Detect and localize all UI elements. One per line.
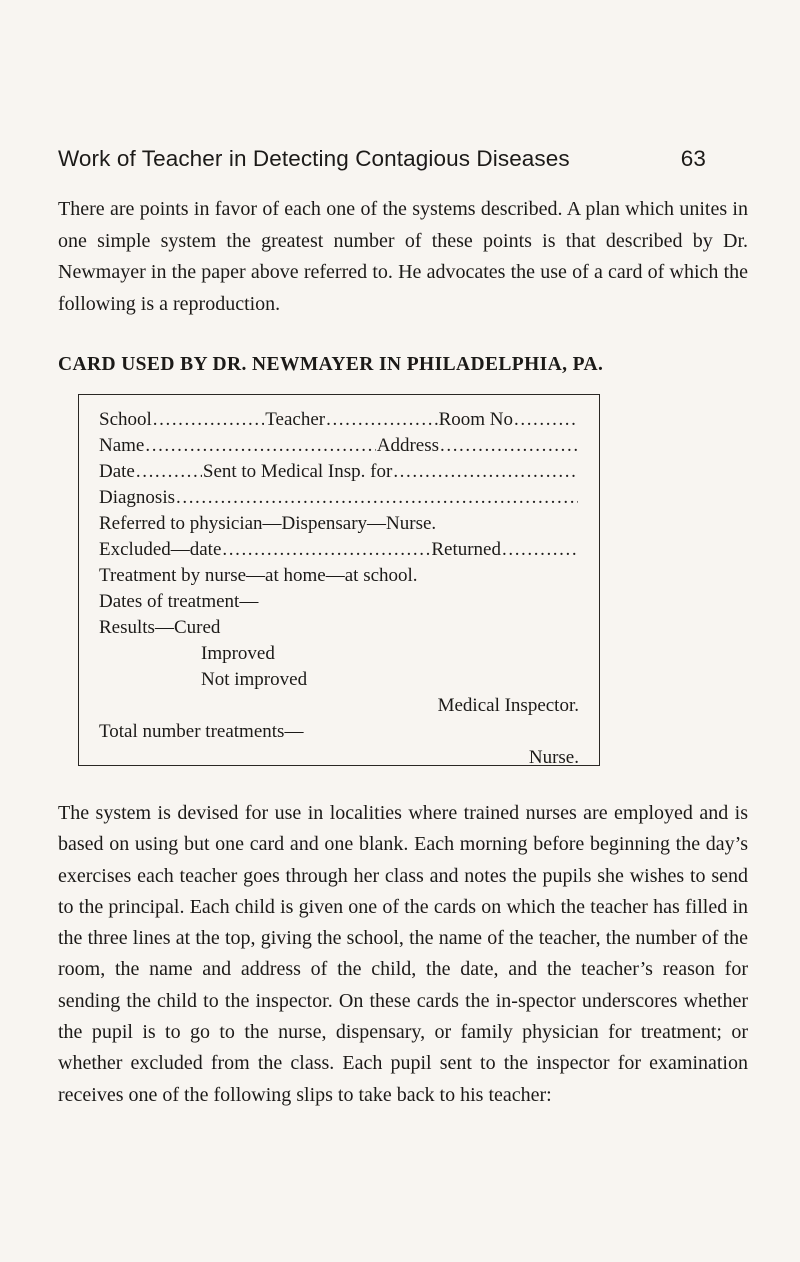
card-heading: CARD USED BY DR. NEWMAYER IN PHILADELPHIA, PA. bbox=[58, 354, 604, 375]
card-diagnosis-label: Diagnosis bbox=[99, 487, 175, 508]
dot-leader bbox=[176, 485, 578, 511]
dot-leader bbox=[153, 407, 264, 433]
dot-leader bbox=[326, 407, 437, 433]
card-improved: Improved bbox=[201, 643, 275, 664]
card-school-label: School bbox=[99, 409, 152, 430]
card-not-improved: Not improved bbox=[201, 669, 308, 690]
card-excluded-label: Excluded—date bbox=[99, 539, 222, 560]
card-date-label: Date bbox=[99, 461, 135, 482]
card-results-cured: Results—Cured bbox=[99, 617, 221, 638]
card-sent-label: Sent to Medical Insp. for bbox=[202, 461, 393, 482]
dot-leader bbox=[145, 433, 375, 459]
newmayer-card bbox=[78, 394, 600, 766]
running-title: Work of Teacher in Detecting Contagious Diseases bbox=[58, 146, 570, 171]
card-dates-of-treatment: Dates of treatment— bbox=[99, 591, 259, 612]
dot-leader bbox=[136, 459, 202, 485]
card-returned-label: Returned bbox=[431, 539, 501, 560]
card-row-excluded bbox=[99, 537, 579, 563]
card-row-school bbox=[99, 407, 579, 433]
card-address-label: Address bbox=[376, 435, 439, 456]
dot-leader bbox=[440, 433, 578, 459]
page-number: 63 bbox=[680, 146, 706, 171]
dot-leader bbox=[222, 537, 430, 563]
dot-leader bbox=[393, 459, 578, 485]
dot-leader bbox=[502, 537, 578, 563]
dot-leader bbox=[514, 407, 578, 433]
body-paragraph: The system is devised for use in localities where trained nurses are employed and is based on using but one card and one blank. Each morning before beginning the day’s exercises each teacher goes through her class and notes the pupils she wishes to send to the principal. Each child is given one of the cards on which the teacher has filled in the three lines at the top, giving the school, the name of the teacher, the number of the room, the name and address of the child, the date, and the teacher’s reason for sending the child to the inspector. On these cards the in-spector underscores whether the pupil is to go to the nurse, dispensary, or family physician for treatment; or whether excluded from the class. Each pupil sent to the inspector for examination receives one of the following slips to take back to his teacher: bbox=[58, 802, 748, 1106]
card-row-date bbox=[99, 459, 579, 485]
card-row-name bbox=[99, 433, 579, 459]
card-name-label: Name bbox=[99, 435, 145, 456]
card-row-diagnosis bbox=[99, 485, 579, 511]
card-room-label: Room No bbox=[438, 409, 513, 430]
card-teacher-label: Teacher bbox=[265, 409, 326, 430]
card-nurse: Nurse. bbox=[528, 747, 579, 768]
card-treatment: Treatment by nurse—at home—at school. bbox=[99, 565, 418, 586]
intro-paragraph: There are points in favor of each one of the systems described. A plan which unites in one simple system the greatest number of these points is that described by Dr. Newmayer in the paper above referred to. He advocates the use of a card of which the following is a reproduction. bbox=[58, 198, 748, 315]
card-referred: Referred to physician—Dispensary—Nurse. bbox=[99, 513, 437, 534]
card-total-treatments: Total number treatments— bbox=[99, 721, 304, 742]
running-header bbox=[58, 146, 758, 172]
card-medical-inspector: Medical Inspector. bbox=[437, 695, 579, 716]
